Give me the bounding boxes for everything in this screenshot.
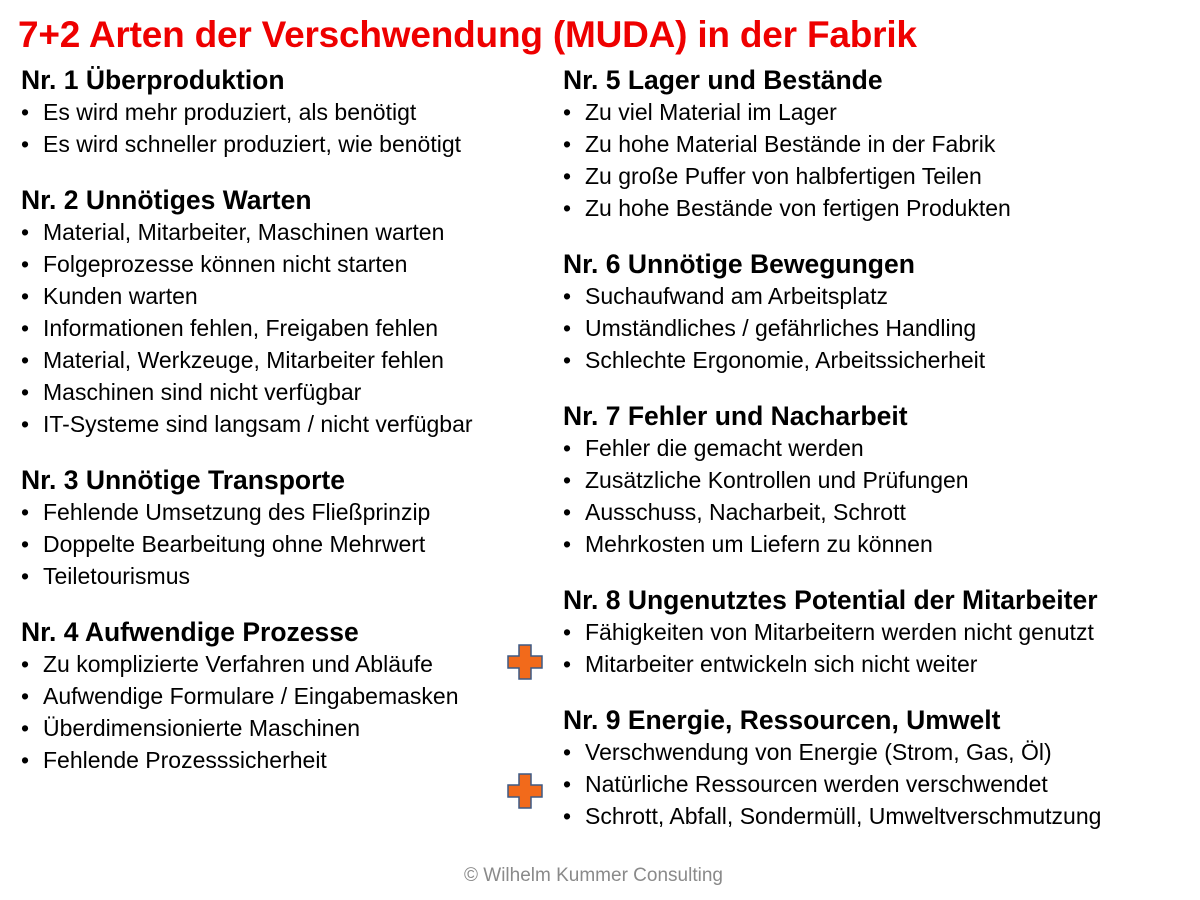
section-potential [563,584,1193,680]
list-item: • Schrott, Abfall, Sondermüll, Umweltverschmutzung [563,800,1193,832]
list-item: • Fehlende Umsetzung des Fließprinzip [21,496,561,528]
list-item: • IT-Systeme sind langsam / nicht verfügbar [21,408,561,440]
section-energie [563,704,1193,832]
section-heading: Nr. 6 Unnötige Bewegungen [563,249,915,279]
left-column [21,64,561,800]
copyright-footer: © Wilhelm Kummer Consulting [464,865,723,886]
section-prozesse [21,616,561,776]
list-item: • Mehrkosten um Liefern zu können [563,528,1193,560]
section-heading: Nr. 5 Lager und Bestände [563,65,883,95]
list-item: • Informationen fehlen, Freigaben fehlen [21,312,561,344]
list-item: • Kunden warten [21,280,561,312]
section-bewegungen [563,248,1193,376]
section-heading: Nr. 9 Energie, Ressourcen, Umwelt [563,705,1001,735]
list-item: • Zu viel Material im Lager [563,96,1193,128]
list-item: • Aufwendige Formulare / Eingabemasken [21,680,561,712]
list-item: • Teiletourismus [21,560,561,592]
section-warten [21,184,561,440]
plus-icon [506,772,544,810]
section-fehler [563,400,1193,560]
list-item: • Verschwendung von Energie (Strom, Gas, Öl) [563,736,1193,768]
list-item: • Fähigkeiten von Mitarbeitern werden nicht genutzt [563,616,1193,648]
list-item: • Überdimensionierte Maschinen [21,712,561,744]
section-transporte [21,464,561,592]
list-item: • Zusätzliche Kontrollen und Prüfungen [563,464,1193,496]
section-heading: Nr. 3 Unnötige Transporte [21,465,345,495]
right-column [563,64,1193,856]
section-heading: Nr. 1 Überproduktion [21,65,285,95]
list-item: • Umständliches / gefährliches Handling [563,312,1193,344]
list-item: • Schlechte Ergonomie, Arbeitssicherheit [563,344,1193,376]
list-item: • Fehler die gemacht werden [563,432,1193,464]
page-title: 7+2 Arten der Verschwendung (MUDA) in der Fabrik [18,14,917,55]
list-item: • Mitarbeiter entwickeln sich nicht weiter [563,648,1193,680]
list-item: • Folgeprozesse können nicht starten [21,248,561,280]
plus-icon [506,643,544,681]
list-item: • Ausschuss, Nacharbeit, Schrott [563,496,1193,528]
list-item: • Natürliche Ressourcen werden verschwendet [563,768,1193,800]
list-item: • Maschinen sind nicht verfügbar [21,376,561,408]
list-item: • Material, Werkzeuge, Mitarbeiter fehlen [21,344,561,376]
section-heading: Nr. 7 Fehler und Nacharbeit [563,401,908,431]
list-item: • Zu hohe Material Bestände in der Fabrik [563,128,1193,160]
list-item: • Zu hohe Bestände von fertigen Produkten [563,192,1193,224]
list-item: • Fehlende Prozesssicherheit [21,744,561,776]
section-heading: Nr. 4 Aufwendige Prozesse [21,617,359,647]
list-item: • Zu große Puffer von halbfertigen Teilen [563,160,1193,192]
list-item: • Doppelte Bearbeitung ohne Mehrwert [21,528,561,560]
list-item: • Es wird mehr produziert, als benötigt [21,96,561,128]
section-heading: Nr. 2 Unnötiges Warten [21,185,312,215]
list-item: • Zu komplizierte Verfahren und Abläufe [21,648,561,680]
section-lager [563,64,1193,224]
list-item: • Material, Mitarbeiter, Maschinen warten [21,216,561,248]
section-ueberproduktion [21,64,561,160]
section-heading: Nr. 8 Ungenutztes Potential der Mitarbeiter [563,585,1098,615]
list-item: • Suchaufwand am Arbeitsplatz [563,280,1193,312]
list-item: • Es wird schneller produziert, wie benötigt [21,128,561,160]
